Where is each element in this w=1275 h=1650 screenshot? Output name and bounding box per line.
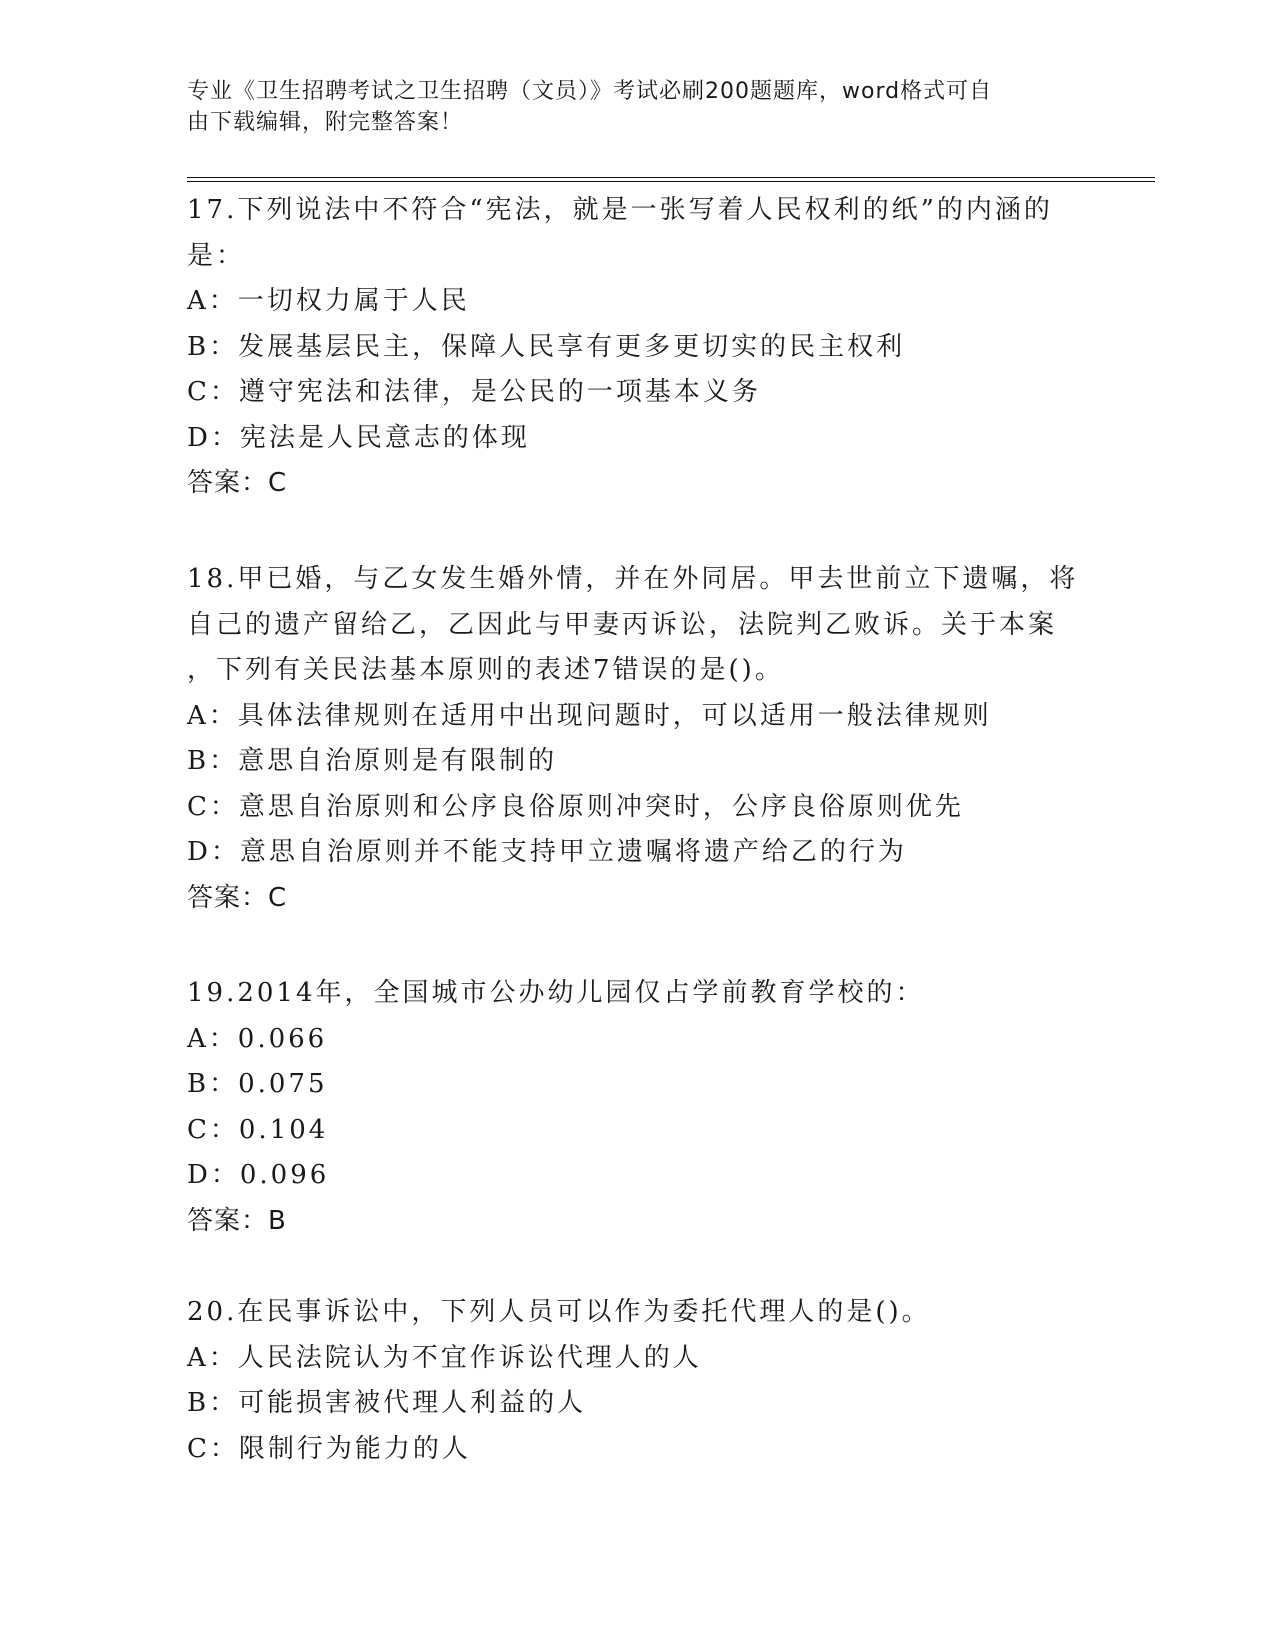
question-stem-line: ，下列有关民法基本原则的表述7错误的是()。 xyxy=(187,655,784,685)
question-19 xyxy=(187,971,1087,1244)
header-divider-top xyxy=(187,177,1155,178)
question-stem-line: 自己的遗产留给乙，乙因此与甲妻丙诉讼，法院判乙败诉。关于本案 xyxy=(187,609,1058,640)
option-a: A：一切权力属于人民 xyxy=(187,286,470,316)
question-18 xyxy=(187,557,1087,921)
option-c: C：意思自治原则和公序良俗原则冲突时，公序良俗原则优先 xyxy=(187,791,964,822)
question-stem-line: 18.甲已婚，与乙女发生婚外情，并在外同居。甲去世前立下遗嘱，将 xyxy=(187,564,1079,594)
option-a: A：0.066 xyxy=(187,1023,328,1054)
option-d: D：宪法是人民意志的体现 xyxy=(187,422,530,453)
answer-line: 答案：C xyxy=(187,882,288,913)
answer-line: 答案：C xyxy=(187,468,288,498)
option-c: C：0.104 xyxy=(187,1114,329,1145)
option-b: B：0.075 xyxy=(187,1069,328,1099)
answer-line: 答案：B xyxy=(187,1205,287,1236)
header-line-1: 专业《卫生招聘考试之卫生招聘（文员）》考试必刷200题题库，word格式可自 xyxy=(187,79,993,104)
option-c: C：遵守宪法和法律，是公民的一项基本义务 xyxy=(187,377,761,407)
question-20 xyxy=(187,1290,1087,1472)
option-b: B：发展基层民主，保障人民享有更多更切实的民主权利 xyxy=(187,331,906,362)
document-header xyxy=(187,76,1067,138)
question-stem-line: 17.下列说法中不符合“宪法，就是一张写着人民权利的纸”的内涵的 xyxy=(187,195,1053,225)
option-b: B：可能损害被代理人利益的人 xyxy=(187,1388,587,1418)
option-d: D：0.096 xyxy=(187,1160,330,1190)
option-b: B：意思自治原则是有限制的 xyxy=(187,746,558,776)
question-stem-line: 19.2014年，全国城市公办幼儿园仅占学前教育学校的： xyxy=(187,978,925,1008)
header-line-2: 由下载编辑，附完整答案！ xyxy=(187,110,464,135)
option-d: D：意思自治原则并不能支持甲立遗嘱将遗产给乙的行为 xyxy=(187,837,907,867)
question-stem-line: 是： xyxy=(187,240,246,271)
option-c: C：限制行为能力的人 xyxy=(187,1433,471,1464)
option-a: A：具体法律规则在适用中出现问题时，可以适用一般法律规则 xyxy=(187,700,992,731)
question-17 xyxy=(187,188,1087,507)
header-divider-bottom xyxy=(187,181,1155,182)
question-stem-line: 20.在民事诉讼中，下列人员可以作为委托代理人的是()。 xyxy=(187,1297,931,1327)
option-a: A：人民法院认为不宜作诉讼代理人的人 xyxy=(187,1342,702,1373)
